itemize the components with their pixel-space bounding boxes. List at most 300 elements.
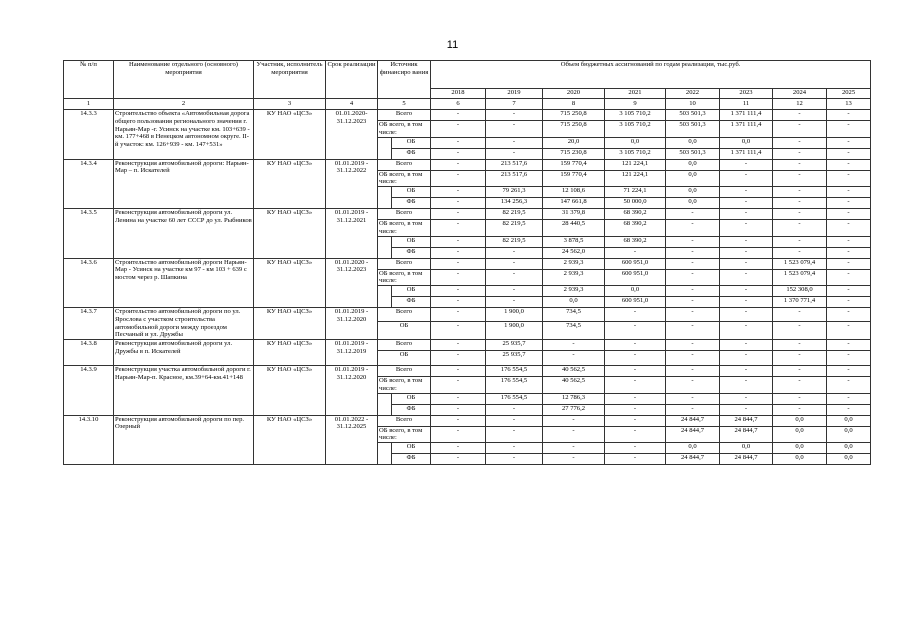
row-source: ОБ — [378, 321, 431, 340]
header-num: № п/п — [64, 61, 114, 99]
row-value: - — [486, 148, 543, 159]
row-source: Всего — [378, 159, 431, 170]
row-value: - — [605, 454, 666, 465]
row-executor: КУ НАО «ЦСЗ» — [254, 415, 326, 465]
row-value: 0,0 — [827, 415, 871, 426]
row-value: 24 844,7 — [720, 426, 773, 443]
row-value: 2 939,3 — [543, 269, 605, 286]
row-value: - — [773, 351, 827, 366]
row-value: 24 844,7 — [666, 454, 720, 465]
page-number: 11 — [446, 39, 459, 51]
row-num: 14.3.9 — [64, 366, 114, 416]
row-value: - — [605, 366, 666, 377]
row-executor: КУ НАО «ЦСЗ» — [254, 110, 326, 160]
row-name: Строительство объекта «Автомобильная дорога общего пользования регионального значения г. Нарьян-Мар -г. Усинск на участке км. 103+639 - км. 177+468 в Ненецком автономном округе. II-й участок: км. 126+939 - км. 147+531» — [114, 110, 254, 160]
column-number: 13 — [827, 99, 871, 110]
row-value: 71 224,1 — [605, 187, 666, 198]
row-value: - — [827, 377, 871, 394]
row-term: 01.01.2020- 31.12.2023 — [326, 110, 378, 160]
row-source: ОБ — [392, 187, 431, 198]
header-year: 2021 — [605, 89, 666, 99]
row-value: - — [486, 137, 543, 148]
row-value: - — [431, 258, 486, 269]
header-source: Источник финансиро вания — [378, 61, 431, 99]
table-row — [64, 159, 871, 170]
row-value: 213 517,6 — [486, 170, 543, 187]
row-num: 14.3.7 — [64, 308, 114, 340]
row-value: - — [431, 286, 486, 297]
row-value: 24 844,7 — [666, 415, 720, 426]
row-value: 24 844,7 — [666, 426, 720, 443]
row-value: - — [827, 351, 871, 366]
row-value: 1 900,0 — [486, 308, 543, 322]
row-value: - — [720, 258, 773, 269]
row-value: - — [431, 148, 486, 159]
row-value: - — [543, 443, 605, 454]
row-value: 503 501,3 — [666, 121, 720, 138]
row-source: ФБ — [392, 148, 431, 159]
row-value: - — [720, 220, 773, 237]
column-number: 11 — [720, 99, 773, 110]
row-source: ОБ — [392, 286, 431, 297]
row-term: 01.01.2020 - 31.12.2023 — [326, 258, 378, 308]
row-value: 600 951,0 — [605, 258, 666, 269]
row-value: 1 900,0 — [486, 321, 543, 340]
row-value: - — [543, 351, 605, 366]
row-value: 176 554,5 — [486, 366, 543, 377]
row-value: - — [486, 121, 543, 138]
row-value: 213 517,6 — [486, 159, 543, 170]
column-number: 8 — [543, 99, 605, 110]
row-value: - — [666, 209, 720, 220]
row-value: - — [605, 321, 666, 340]
row-value: - — [827, 220, 871, 237]
row-value: 82 219,5 — [486, 220, 543, 237]
table-row — [64, 209, 871, 220]
row-value: - — [431, 366, 486, 377]
row-value: 0,0 — [543, 297, 605, 308]
row-value: - — [666, 404, 720, 415]
row-value: - — [827, 404, 871, 415]
row-value: - — [666, 220, 720, 237]
header-year: 2023 — [720, 89, 773, 99]
row-value: - — [720, 351, 773, 366]
row-value: 50 000,0 — [605, 198, 666, 209]
row-value: 1 371 111,4 — [720, 110, 773, 121]
row-value: 715 250,8 — [543, 110, 605, 121]
row-value: 0,0 — [605, 286, 666, 297]
row-name: Строительство автомобильной дороги Нарьян-Мар - Усинск на участке км 97 - км 103 + 639 с мостом через р. Шапкина — [114, 258, 254, 308]
column-number: 3 — [254, 99, 326, 110]
row-value: - — [827, 269, 871, 286]
header-year: 2020 — [543, 89, 605, 99]
table-row — [64, 110, 871, 121]
row-value: - — [605, 404, 666, 415]
row-value: - — [431, 110, 486, 121]
row-value: - — [827, 170, 871, 187]
row-value: - — [827, 308, 871, 322]
row-value: 503 501,3 — [666, 110, 720, 121]
table-row — [64, 340, 871, 351]
source-indent — [378, 443, 392, 465]
row-source: ОБ — [392, 137, 431, 148]
row-value: - — [431, 121, 486, 138]
row-value: - — [666, 236, 720, 247]
row-value: - — [773, 308, 827, 322]
row-value: - — [605, 308, 666, 322]
row-value: - — [666, 366, 720, 377]
row-value: 176 554,5 — [486, 393, 543, 404]
source-indent — [378, 137, 392, 159]
row-source: ОБ всего, в том числе: — [378, 377, 431, 394]
row-value: 3 878,5 — [543, 236, 605, 247]
row-value: 0,0 — [666, 187, 720, 198]
row-value: - — [720, 393, 773, 404]
row-value: - — [605, 393, 666, 404]
row-value: - — [827, 258, 871, 269]
row-source: ФБ — [392, 198, 431, 209]
row-value: - — [486, 297, 543, 308]
row-value: - — [720, 404, 773, 415]
table-row — [64, 308, 871, 322]
row-value: 40 562,5 — [543, 377, 605, 394]
row-value: - — [486, 247, 543, 258]
header-name: Наименование отдельного (основного) мероприятия — [114, 61, 254, 99]
row-value: 600 951,0 — [605, 297, 666, 308]
row-value: 0,0 — [720, 443, 773, 454]
row-name: Реконструкция автомобильной дороги: Нарьян-Мар – п. Искателей — [114, 159, 254, 209]
row-value: - — [431, 220, 486, 237]
row-value: 24 844,7 — [720, 415, 773, 426]
row-value: - — [431, 297, 486, 308]
row-value: - — [827, 366, 871, 377]
row-value: - — [827, 110, 871, 121]
header-term: Срок реализации — [326, 61, 378, 99]
row-value: - — [431, 187, 486, 198]
row-value: - — [666, 321, 720, 340]
row-value: - — [486, 269, 543, 286]
row-value: - — [773, 110, 827, 121]
row-value: - — [431, 454, 486, 465]
row-value: - — [431, 393, 486, 404]
row-value: - — [720, 366, 773, 377]
row-value: - — [431, 351, 486, 366]
row-value: 27 776,2 — [543, 404, 605, 415]
row-value: - — [486, 454, 543, 465]
row-value: - — [773, 220, 827, 237]
row-value: - — [773, 137, 827, 148]
row-executor: КУ НАО «ЦСЗ» — [254, 209, 326, 259]
header-executor: Участник, исполнитель мероприятия — [254, 61, 326, 99]
row-value: 20,0 — [543, 137, 605, 148]
row-value: 31 379,8 — [543, 209, 605, 220]
header-year: 2018 — [431, 89, 486, 99]
row-value: 600 951,0 — [605, 269, 666, 286]
row-source: ФБ — [392, 454, 431, 465]
row-value: - — [431, 247, 486, 258]
row-value: 1 523 079,4 — [773, 269, 827, 286]
row-value: 0,0 — [827, 426, 871, 443]
row-value: - — [827, 393, 871, 404]
row-value: 159 770,4 — [543, 170, 605, 187]
row-value: 152 308,0 — [773, 286, 827, 297]
column-number: 1 — [64, 99, 114, 110]
row-value: - — [486, 415, 543, 426]
row-value: - — [605, 340, 666, 351]
column-number: 4 — [326, 99, 378, 110]
row-term: 01.01.2019 - 31.12.2021 — [326, 209, 378, 259]
row-value: - — [773, 404, 827, 415]
row-term: 01.01.2019 - 31.12.2022 — [326, 159, 378, 209]
row-source: Всего — [378, 308, 431, 322]
row-value: - — [431, 209, 486, 220]
row-value: - — [720, 297, 773, 308]
row-value: 734,5 — [543, 321, 605, 340]
row-value: - — [543, 426, 605, 443]
row-value: 25 935,7 — [486, 340, 543, 351]
row-value: - — [543, 415, 605, 426]
row-executor: КУ НАО «ЦСЗ» — [254, 308, 326, 340]
row-term: 01.01.2022 - 31.12.2025 — [326, 415, 378, 465]
row-value: - — [431, 159, 486, 170]
row-source: ОБ — [378, 351, 431, 366]
row-value: 3 105 710,2 — [605, 148, 666, 159]
row-value: 40 562,5 — [543, 366, 605, 377]
row-value: - — [720, 236, 773, 247]
source-indent — [378, 236, 392, 258]
row-value: - — [773, 209, 827, 220]
row-value: - — [666, 377, 720, 394]
row-value: 0,0 — [666, 443, 720, 454]
row-value: - — [431, 377, 486, 394]
row-value: - — [827, 187, 871, 198]
row-value: - — [827, 321, 871, 340]
table-row — [64, 415, 871, 426]
row-value: - — [773, 198, 827, 209]
row-value: 3 105 710,2 — [605, 121, 666, 138]
row-value: - — [486, 286, 543, 297]
row-value: 12 108,6 — [543, 187, 605, 198]
row-value: - — [431, 426, 486, 443]
header-year: 2022 — [666, 89, 720, 99]
row-source: ОБ — [392, 236, 431, 247]
row-name: Строительство автомобильной дороги по ул. Ярослова с участком строительства автомобильной дороги между проездом Песчаный и ул. Дружбы — [114, 308, 254, 340]
row-source: ОБ всего, в том числе: — [378, 426, 431, 443]
row-value: - — [666, 351, 720, 366]
row-source: Всего — [378, 366, 431, 377]
row-term: 01.01.2019 - 31.12.2020 — [326, 308, 378, 340]
row-value: 134 256,3 — [486, 198, 543, 209]
row-value: - — [827, 137, 871, 148]
row-executor: КУ НАО «ЦСЗ» — [254, 366, 326, 416]
row-value: - — [720, 269, 773, 286]
row-value: 715 230,8 — [543, 148, 605, 159]
row-executor: КУ НАО «ЦСЗ» — [254, 340, 326, 366]
row-value: - — [486, 110, 543, 121]
row-value: 3 105 710,2 — [605, 110, 666, 121]
row-value: - — [827, 297, 871, 308]
row-value: - — [431, 236, 486, 247]
row-value: - — [773, 159, 827, 170]
row-value: - — [431, 321, 486, 340]
row-value: - — [666, 340, 720, 351]
row-value: - — [773, 247, 827, 258]
row-value: - — [431, 170, 486, 187]
row-value: - — [827, 148, 871, 159]
row-value: - — [773, 321, 827, 340]
row-num: 14.3.8 — [64, 340, 114, 366]
row-source: ОБ всего, в том числе: — [378, 220, 431, 237]
row-value: 68 390,2 — [605, 220, 666, 237]
row-value: - — [605, 415, 666, 426]
row-value: 734,5 — [543, 308, 605, 322]
source-indent — [378, 187, 392, 209]
row-value: - — [773, 393, 827, 404]
row-value: 0,0 — [827, 454, 871, 465]
row-value: 121 224,1 — [605, 159, 666, 170]
row-value: 147 661,8 — [543, 198, 605, 209]
row-value: - — [827, 198, 871, 209]
column-number: 12 — [773, 99, 827, 110]
row-value: 24 844,7 — [720, 454, 773, 465]
row-value: - — [605, 443, 666, 454]
row-value: - — [773, 236, 827, 247]
row-value: - — [543, 454, 605, 465]
row-num: 14.3.10 — [64, 415, 114, 465]
row-name: Реконструкция автомобильной дороги по пер. Озерный — [114, 415, 254, 465]
row-value: - — [720, 187, 773, 198]
row-name: Реконструкция участка автомобильной дороги г. Нарьян-Мар-п. Красное, км.39+64-км.41+148 — [114, 366, 254, 416]
row-value: 68 390,2 — [605, 209, 666, 220]
row-num: 14.3.4 — [64, 159, 114, 209]
row-value: - — [666, 247, 720, 258]
row-value: 0,0 — [773, 426, 827, 443]
row-source: ФБ — [392, 404, 431, 415]
row-value: 1 523 079,4 — [773, 258, 827, 269]
row-value: 0,0 — [666, 170, 720, 187]
row-value: 25 935,7 — [486, 351, 543, 366]
row-value: - — [431, 137, 486, 148]
row-value: - — [827, 286, 871, 297]
row-term: 01.01.2019 - 31.12.2020 — [326, 366, 378, 416]
row-value: - — [720, 286, 773, 297]
row-source: Всего — [378, 415, 431, 426]
table-row — [64, 258, 871, 269]
row-value: 159 770,4 — [543, 159, 605, 170]
row-value: - — [773, 148, 827, 159]
row-value: - — [720, 170, 773, 187]
row-value: - — [666, 308, 720, 322]
row-source: Всего — [378, 340, 431, 351]
row-value: 0,0 — [827, 443, 871, 454]
row-value: - — [431, 404, 486, 415]
row-value: - — [666, 286, 720, 297]
row-value: 82 219,5 — [486, 209, 543, 220]
row-value: 0,0 — [666, 137, 720, 148]
row-value: - — [486, 426, 543, 443]
row-value: - — [773, 121, 827, 138]
row-value: - — [605, 351, 666, 366]
header-year: 2025 — [827, 89, 871, 99]
row-value: 1 370 771,4 — [773, 297, 827, 308]
header-year: 2019 — [486, 89, 543, 99]
row-value: - — [431, 340, 486, 351]
row-value: 121 224,1 — [605, 170, 666, 187]
row-source: ОБ — [392, 393, 431, 404]
column-number: 7 — [486, 99, 543, 110]
column-number: 6 — [431, 99, 486, 110]
row-value: - — [827, 247, 871, 258]
row-value: - — [720, 321, 773, 340]
row-source: ОБ всего, в том числе: — [378, 269, 431, 286]
row-value: 0,0 — [773, 415, 827, 426]
row-value: - — [773, 340, 827, 351]
column-number: 10 — [666, 99, 720, 110]
row-source: Всего — [378, 110, 431, 121]
row-value: - — [666, 258, 720, 269]
row-source: Всего — [378, 209, 431, 220]
budget-table — [63, 60, 871, 465]
row-num: 14.3.6 — [64, 258, 114, 308]
row-value: 82 219,5 — [486, 236, 543, 247]
row-value: 24 562,0 — [543, 247, 605, 258]
source-indent — [378, 393, 392, 415]
row-value: - — [605, 426, 666, 443]
row-source: ОБ — [392, 443, 431, 454]
row-source: ОБ всего, в том числе: — [378, 121, 431, 138]
row-source: ОБ всего, в том числе: — [378, 170, 431, 187]
row-value: 503 501,3 — [666, 148, 720, 159]
row-value: 68 390,2 — [605, 236, 666, 247]
row-value: - — [720, 209, 773, 220]
row-value: 176 554,5 — [486, 377, 543, 394]
row-value: - — [431, 443, 486, 454]
row-value: - — [827, 236, 871, 247]
row-name: Реконструкция автомобильной дороги ул. Ленина на участке 60 лет СССР до ул. Рыбников — [114, 209, 254, 259]
row-value: - — [666, 269, 720, 286]
row-value: - — [543, 340, 605, 351]
row-value: - — [431, 308, 486, 322]
row-value: 0,0 — [666, 159, 720, 170]
row-value: - — [720, 198, 773, 209]
row-value: - — [773, 170, 827, 187]
row-value: 2 939,3 — [543, 258, 605, 269]
row-value: 79 261,3 — [486, 187, 543, 198]
row-source: ФБ — [392, 247, 431, 258]
row-source: ФБ — [392, 297, 431, 308]
row-value: 12 786,3 — [543, 393, 605, 404]
row-value: - — [431, 269, 486, 286]
row-value: - — [720, 377, 773, 394]
row-executor: КУ НАО «ЦСЗ» — [254, 258, 326, 308]
row-num: 14.3.5 — [64, 209, 114, 259]
row-value: 0,0 — [773, 443, 827, 454]
row-value: - — [720, 308, 773, 322]
row-value: 0,0 — [773, 454, 827, 465]
row-value: - — [827, 159, 871, 170]
row-value: - — [720, 159, 773, 170]
column-number: 5 — [378, 99, 431, 110]
row-num: 14.3.3 — [64, 110, 114, 160]
row-value: 1 371 111,4 — [720, 148, 773, 159]
row-value: - — [773, 377, 827, 394]
row-value: - — [827, 209, 871, 220]
row-value: - — [773, 366, 827, 377]
table-row — [64, 366, 871, 377]
row-value: - — [431, 415, 486, 426]
row-term: 01.01.2019 - 31.12.2019 — [326, 340, 378, 366]
row-value: - — [431, 198, 486, 209]
